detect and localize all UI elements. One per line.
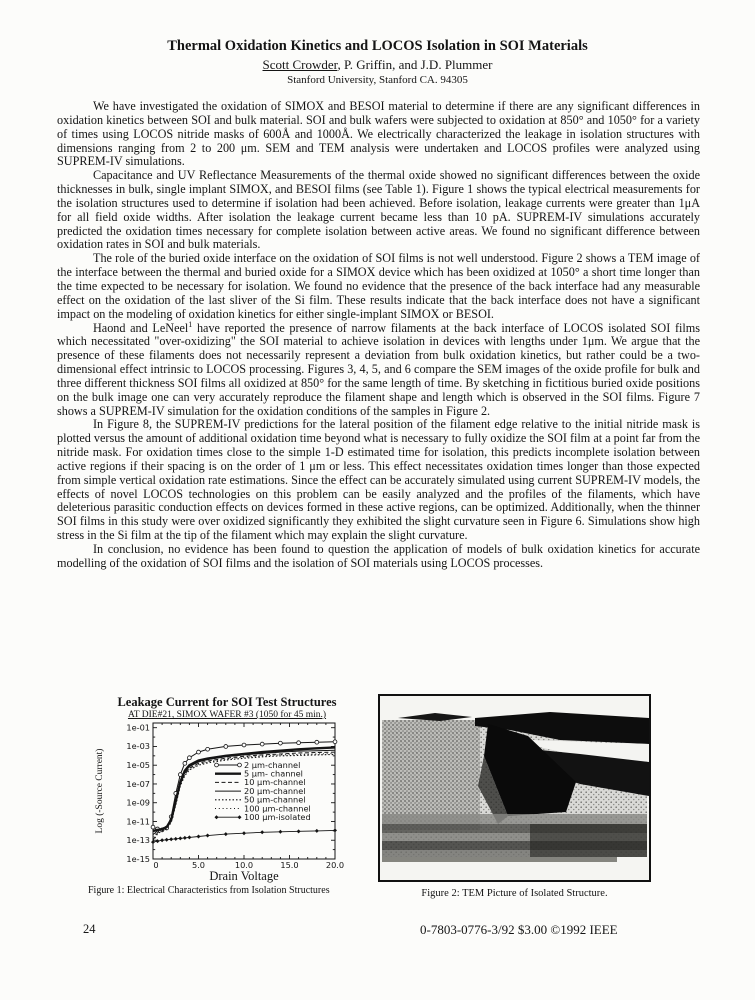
x-tick-label: 0 xyxy=(153,860,159,870)
author-underlined: Scott Crowder xyxy=(262,57,338,72)
figure2-block xyxy=(378,694,651,882)
body-paragraph: Haond and LeNeel$^1$ have reported the presence of narrow filaments at the back interface of LOCOS isolated SOI films which necessitated "over-oxidizing" the SOI material to achieve isolation in devices with lengths under 1μm. We argue that the presence of these filaments does not necessarily represent a deviation from bulk oxidation kinetics, but rather could be a two-dimensional effect intrinsic to LOCOS processing. Figures 3, 4, 5, and 6 compare the SEM images of the oxide profile for bulk and three different thickness SOI films all oxidized at 850° for the same length of time. By sketching in fictitious buried oxide positions on the bulk image one can very accurately reproduce the filament shape and length which is observed in the SOI films. Figure 7 shows a SUPREM-IV simulation for the oxidation conditions of the samples in Figure 2. xyxy=(57,319,700,418)
page-title: Thermal Oxidation Kinetics and LOCOS Isolation in SOI Materials xyxy=(167,38,588,54)
x-tick-label: 15.0 xyxy=(280,860,299,870)
x-tick-label: 20.0 xyxy=(325,860,345,870)
figure1-block xyxy=(88,695,366,896)
y-tick-label: 1e-13 xyxy=(126,835,150,846)
figure2-caption: Figure 2: TEM Picture of Isolated Structure. xyxy=(421,888,608,899)
x-tick-label: 10.0 xyxy=(234,860,254,870)
y-tick-label: 1e-01 xyxy=(126,722,150,733)
y-tick-label: 1e-03 xyxy=(126,741,150,752)
x-tick-label: 5.0 xyxy=(191,860,206,870)
y-tick-label: 1e-15 xyxy=(126,853,150,864)
body-paragraph: The role of the buried oxide interface on the oxidation of SOI films is not well understood. Figure 2 shows a TEM image of the interface between the thermal and buried oxide for a SIMOX device which has been oxidized at 1050° a short time longer than the time expected to be necessary for isolation. We found no evidence that the presence of the back interface had any measurable effect on the oxidation of the last sliver of the Si film. These results indicate that the back interface does not have a significant impact on the modeling of oxidation kinetics for either single-implant SIMOX or BESOI. xyxy=(57,251,700,321)
legend-label: 5 μm- channel xyxy=(244,768,303,779)
y-tick-label: 1e-11 xyxy=(126,816,150,827)
body-paragraph: In Figure 8, the SUPREM-IV predictions for the lateral position of the filament edge relative to the initial nitride mask is plotted versus the amount of additional oxidation time beyond what is necessary to fully oxidize the SOI film at a point far from the nitride mask. For oxidation times close to the simple 1-D estimated time for isolation, this predicts incomplete isolation between active regions if their spacing is on the order of 1 μm or less. This effect necessitates oxidation times longer than those expected from simple vertical oxidation rate estimations. Since the effect can be accurately simulated using current SUPREM-IV models, the effects of novel LOCOS technologies on this problem can be easily analyzed and the profiles of the filaments, which have deleterious parasitic conduction effects on devices formed in these active regions, can be optimized. Additionally, when the thinner SOI films in this study were over oxidized significantly they exhibited the slight curvature seen in Figure 6. Simulations show high stress in the Si film at the tip of the filament which may explain the slight curvature. xyxy=(57,417,700,543)
body-paragraph: We have investigated the oxidation of SIMOX and BESOI material to determine if there are any significant differences in oxidation kinetics between SOI and bulk material. SOI and bulk wafers were subjected to oxidation at 850° and 1050° for a variety of times using LOCOS nitride masks of 600Å and 1000Å. We electrically characterized the leakage in isolation structures with dimensions ranging from 2 to 200 μm. SEM and TEM analysis were undertaken and LOCOS profiles were analyzed using SUPREM-IV simulations. xyxy=(57,99,700,169)
authors-line xyxy=(0,57,755,73)
series-6 xyxy=(151,828,337,844)
page-number: 24 xyxy=(83,922,96,936)
tem-image xyxy=(380,696,649,880)
legend-label: 100 μm-channel xyxy=(244,803,311,814)
affiliation: Stanford University, Stanford CA. 94305 xyxy=(287,74,468,86)
figure1-caption: Figure 1: Electrical Characteristics from Isolation Structures xyxy=(88,885,330,896)
legend-label: 20 μm-channel xyxy=(244,785,306,796)
y-tick-label: 1e-07 xyxy=(126,778,150,789)
x-axis-label: Drain Voltage xyxy=(209,869,279,883)
y-tick-label: 1e-09 xyxy=(126,797,150,808)
legend-label: 10 μm-channel xyxy=(244,777,306,788)
leakage-current-chart xyxy=(88,720,366,883)
copyright-notice: 0-7803-0776-3/92 $3.00 ©1992 IEEE xyxy=(420,922,618,937)
body-paragraph: In conclusion, no evidence has been found to question the application of models of bulk oxidation kinetics for accurate modelling of the oxidation of SOI films and the isolation of SOI materials using LOCOS processes. xyxy=(57,542,700,570)
figure1-chart-title: Leakage Current for SOI Test Structures xyxy=(117,695,337,709)
body-text xyxy=(57,100,700,571)
figure1-chart-subtitle: AT DIE#21, SIMOX WAFER #3 (1050 for 45 min.) xyxy=(127,710,327,720)
authors-rest: , P. Griffin, and J.D. Plummer xyxy=(337,57,493,72)
chart-legend xyxy=(215,760,311,822)
y-axis-label: Log (-Source Current) xyxy=(95,748,105,834)
legend-label: 50 μm-channel xyxy=(244,794,306,805)
legend-label: 2 μm-channel xyxy=(244,759,301,770)
y-tick-label: 1e-05 xyxy=(126,760,150,771)
body-paragraph: Capacitance and UV Reflectance Measurements of the thermal oxide showed no significant differences between the oxide thicknesses in bulk, single implant SIMOX, and BESOI films (see Table 1). Figure 1 shows the typical electrical measurements for the isolation structures used to determine if isolation had been achieved. Before isolation, leakage currents were greater than 1μA for all field oxide widths. After isolation the leakage current became less than 10 pA. SUPREM-IV simulations accurately predicted the oxidation times necessary for complete isolation between active areas. We found no significant difference between oxidation rates in SOI and bulk materials. xyxy=(57,168,700,252)
legend-label: 100 μm-isolated xyxy=(244,812,311,822)
